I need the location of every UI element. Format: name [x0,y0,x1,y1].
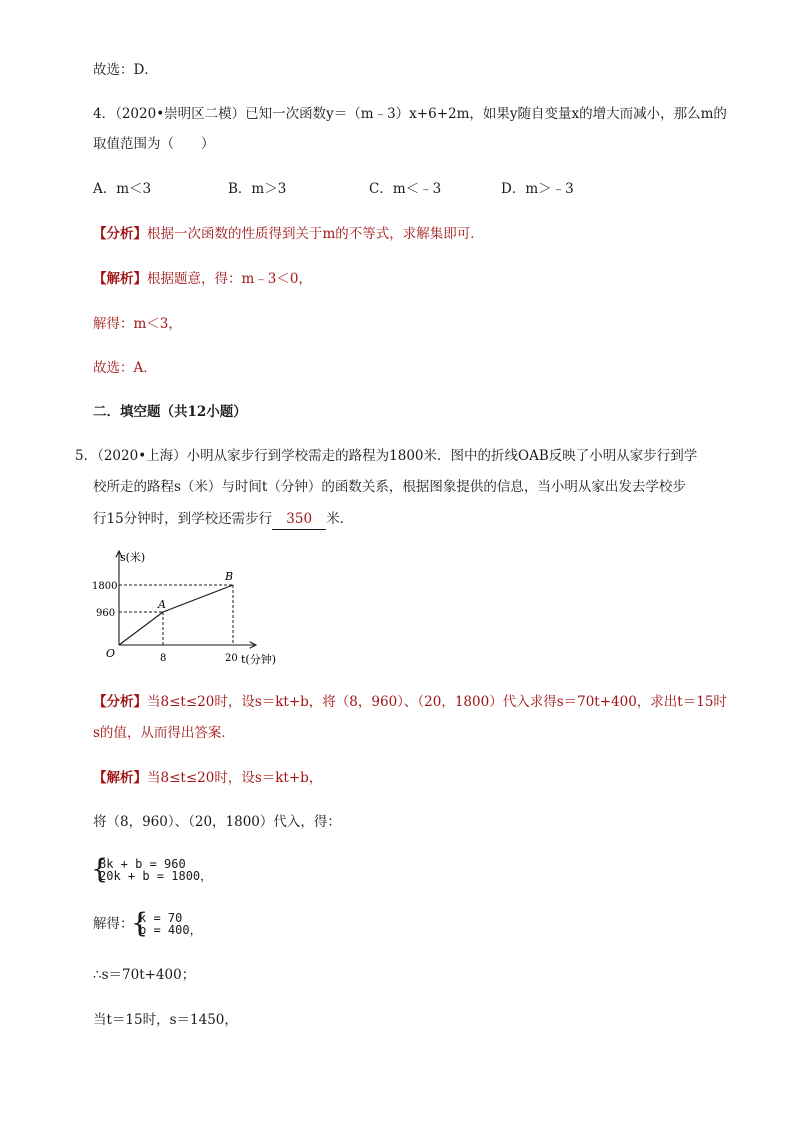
q4-option-d: D．m＞﹣3 [501,181,574,197]
solution-text: 当8≤t≤20时，设s＝kt+b， [147,770,323,786]
q4-analysis [93,224,484,244]
y-axis-label: s(米) [120,551,146,564]
solution-tag: 【解析】 [93,770,147,786]
q5-stem-pre: 行15分钟时，到学校还需步行 [93,511,273,527]
y-tick-1800: 1800 [92,581,118,592]
q5-graph [90,545,300,675]
q5-answer-blank: 350 [272,509,326,530]
equation-system-2 [131,908,202,939]
q4-option-c: C．m＜﹣3 [369,181,442,197]
equation-row: 20k + b = 1800， [99,869,213,883]
q5-analysis-line1 [93,692,727,712]
x-tick-20: 20 [225,653,238,664]
q5-solution [93,768,322,788]
q5-therefore-line: ∴s＝70t+400； [93,967,196,983]
equation-row: 8k + b = 960 [99,857,186,871]
q4-answer: 故选：A． [93,360,157,376]
q5-solve-prefix: 解得： [93,916,134,932]
analysis-text: 当8≤t≤20时，设s＝kt+b，将（8，960）、（20，1800）代入求得s＝70t+400，求出t＝15时 [147,694,727,710]
analysis-tag: 【分析】 [93,694,147,710]
q5-analysis-line2: s的值，从而得出答案． [93,725,235,741]
point-b-label: B [225,570,234,583]
analysis-tag: 【分析】 [93,226,147,242]
equation-row: k = 70 [139,911,183,925]
polyline-oab [119,585,233,645]
solution-tag: 【解析】 [93,271,147,287]
x-axis-label: t(分钟) [241,653,277,666]
q4-stem-line1: 4．（2020•崇明区二模）已知一次函数y＝（m﹣3）x+6+2m，如果y随自变量x的增大而减小，那么m的 [93,106,727,122]
solution-text: 根据题意，得：m﹣3＜0， [147,271,312,287]
brace-icon: { [91,854,109,885]
q5-when-line: 当t＝15时，s＝1450， [93,1012,238,1028]
analysis-text: 根据一次函数的性质得到关于m的不等式，求解集即可． [147,226,484,242]
q4-solution [93,269,312,289]
equation-system-1 [91,854,213,885]
q3-answer: 故选：D． [93,62,158,78]
x-tick-8: 8 [160,653,167,664]
q4-option-a: A．m＜3 [93,181,152,197]
brace-icon: { [131,908,149,939]
y-tick-960: 960 [96,608,116,619]
q5-stem-post: 米． [326,511,354,527]
q4-solve-line: 解得：m＜3， [93,316,182,332]
q5-stem-line2: 校所走的路程s（米）与时间t（分钟）的函数关系，根据图象提供的信息，当小明从家出发去学校步 [93,479,686,495]
q5-stem-line3 [93,509,353,530]
q4-option-b: B．m＞3 [228,181,287,197]
equation-row: b = 400， [139,923,202,937]
q4-stem-line2: 取值范围为（ ） [93,136,215,152]
q5-stem-line1: 5．（2020•上海）小明从家步行到学校需走的路程为1800米．图中的折线OAB反映了小明从家步行到学 [75,448,698,464]
point-a-label: A [158,598,166,611]
q5-substitute-line: 将（8，960）、（20，1800）代入，得： [93,814,341,830]
section-title: 二．填空题（共12小题） [93,404,247,420]
origin-label: O [106,647,116,660]
